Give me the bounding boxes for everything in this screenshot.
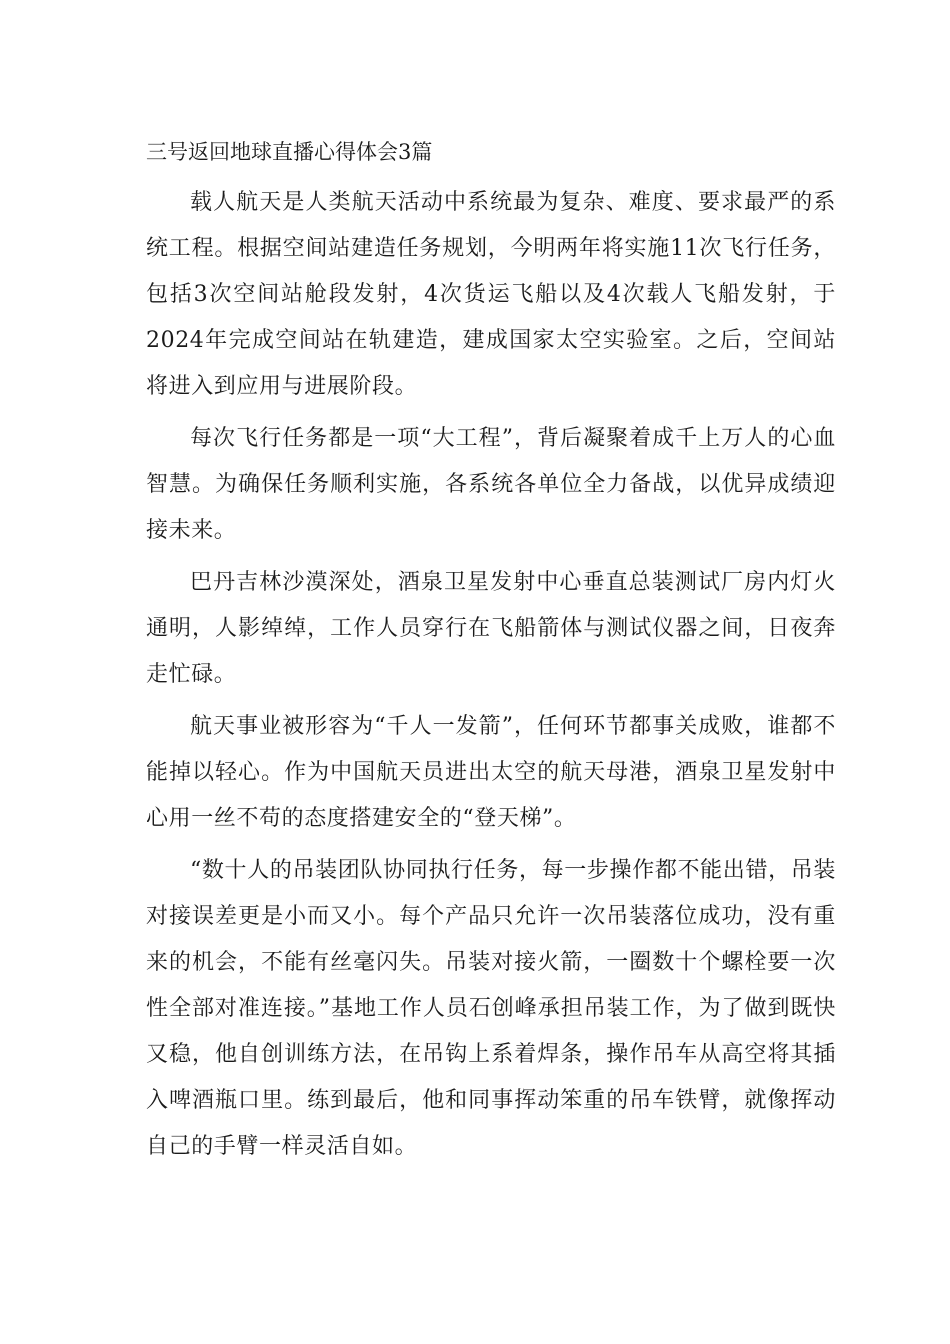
paragraph: 航天事业被形容为“千人一发箭”，任何环节都事关成败，谁都不能掉以轻心。作为中国航天员进出太空的航天母港，酒泉卫星发射中心用一丝不苟的态度搭建安全的“登天梯”。 — [146, 714, 836, 831]
paragraph: “数十人的吊装团队协同执行任务，每一步操作都不能出错，吊装对接误差更是小而又小。每个产品只允许一次吊装落位成功，没有重来的机会，不能有丝毫闪失。吊装对接火箭，一圈数十个螺栓要一次性全部对准连接。”基地工作人员石创峰承担吊装工作，为了做到既快又稳，他自创训练方法，在吊钩上系着焊条，操作吊车从高空将其插入啤酒瓶口里。练到最后，他和同事挥动笨重的吊车铁臂，就像挥动自己的手臂一样灵活自如。 — [146, 858, 836, 1159]
paragraph: 每次飞行任务都是一项“大工程”，背后凝聚着成千上万人的心血智慧。为确保任务顺利实施，各系统各单位全力备战，以优异成绩迎接未来。 — [146, 426, 836, 543]
paragraph: 巴丹吉林沙漠深处，酒泉卫星发射中心垂直总装测试厂房内灯火通明，人影绰绰，工作人员穿行在飞船箭体与测试仪器之间，日夜奔走忙碌。 — [146, 570, 836, 687]
document-body — [146, 180, 836, 1176]
paragraph: 载人航天是人类航天活动中系统最为复杂、难度、要求最严的系统工程。根据空间站建造任务规划，今明两年将实施11次飞行任务，包括3次空间站舱段发射，4次货运飞船以及4次载人飞船发射，于2024年完成空间站在轨建造，建成国家太空实验室。之后，空间站将进入到应用与进展阶段。 — [146, 190, 836, 399]
document-title: 三号返回地球直播心得体会3篇 — [146, 140, 433, 164]
